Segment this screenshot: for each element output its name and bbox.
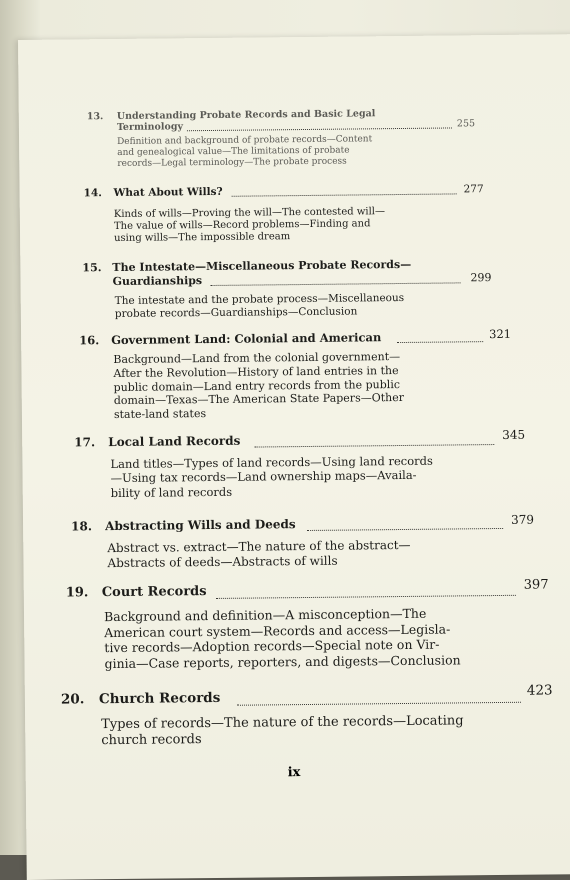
- chapter-number: 14.: [83, 187, 102, 200]
- chapter-description: The intestate and the probate process—Miscellaneous probate records—Guardianships—Conclusion: [114, 291, 405, 320]
- dot-leader: [254, 444, 494, 448]
- chapter-description: Kinds of wills—Proving the will—The contested will— The value of wills—Record problems—Finding and using wills—The impossible dream: [113, 206, 386, 245]
- toc-entry-19: [65, 577, 556, 672]
- chapter-description: Background and definition—A misconception—The American court system—Records and access—Legisla- tive records—Adoption records—Special note on Vir- ginia—Case reports, reporters, and digests—Conclusion: [103, 605, 461, 672]
- toc-entry-13: [86, 107, 476, 169]
- dot-leader: [216, 595, 516, 599]
- chapter-title: What About Wills?: [113, 185, 223, 200]
- page-number: 345: [502, 427, 526, 442]
- page-number: 423: [526, 682, 553, 699]
- page-number: 299: [470, 271, 492, 285]
- chapter-title: Court Records: [101, 584, 207, 601]
- page-number: 277: [463, 183, 484, 196]
- page-folio: ix: [287, 765, 301, 781]
- dot-leader: [232, 193, 457, 196]
- chapter-description: Abstract vs. extract—The nature of the abstract— Abstracts of deeds—Abstracts of wills: [107, 537, 411, 571]
- chapter-title: Government Land: Colonial and American: [111, 330, 382, 348]
- chapter-number: 13.: [86, 111, 104, 123]
- chapter-description: Background—Land from the colonial government— After the Revolution—History of land entries in the public domain—Land entry records from the public domain—Texas—The American State Papers—Other state-land states: [113, 350, 405, 422]
- chapter-number: 15.: [82, 261, 102, 275]
- book-page: [18, 34, 570, 880]
- chapter-title: Church Records: [98, 689, 221, 708]
- chapter-description: Land titles—Types of land records—Using land records —Using tax records—Land ownership maps—Availa- bility of land records: [110, 453, 433, 500]
- chapter-number: 19.: [65, 585, 89, 601]
- toc-entry-15: [82, 257, 502, 320]
- page-number: 255: [456, 118, 476, 130]
- page-number: 379: [510, 512, 535, 527]
- chapter-number: 18.: [71, 519, 93, 534]
- chapter-number: 20.: [60, 691, 85, 708]
- chapter-title: Abstracting Wills and Deeds: [105, 517, 296, 534]
- chapter-number: 17.: [74, 435, 96, 450]
- page-number: 397: [523, 577, 549, 593]
- toc-entry-17: [74, 427, 534, 500]
- chapter-title: The Intestate—Miscellaneous Probate Records—: [112, 257, 412, 275]
- dot-leader: [307, 528, 503, 531]
- toc-entry-16: [79, 326, 519, 422]
- chapter-number: 16.: [79, 333, 100, 348]
- chapter-title-cont: Terminology: [116, 121, 184, 133]
- toc-entry-20: [60, 682, 561, 749]
- chapter-title-cont: Guardianships: [112, 274, 203, 289]
- chapter-title: Local Land Records: [108, 433, 241, 450]
- dot-leader: [211, 282, 461, 286]
- page-number: 321: [489, 326, 512, 342]
- dot-leader: [237, 702, 521, 706]
- chapter-description: Types of records—The nature of the records—Locating church records: [101, 713, 464, 749]
- toc-entry-14: [83, 183, 484, 245]
- dot-leader: [397, 341, 483, 343]
- dot-leader: [187, 127, 452, 131]
- chapter-description: Definition and background of probate records—Content and genealogical value—The limitations of probate records—Legal terminology—The probate process: [117, 134, 373, 169]
- toc-entry-18: [71, 512, 541, 571]
- chapter-title: Understanding Probate Records and Basic Legal: [116, 108, 376, 122]
